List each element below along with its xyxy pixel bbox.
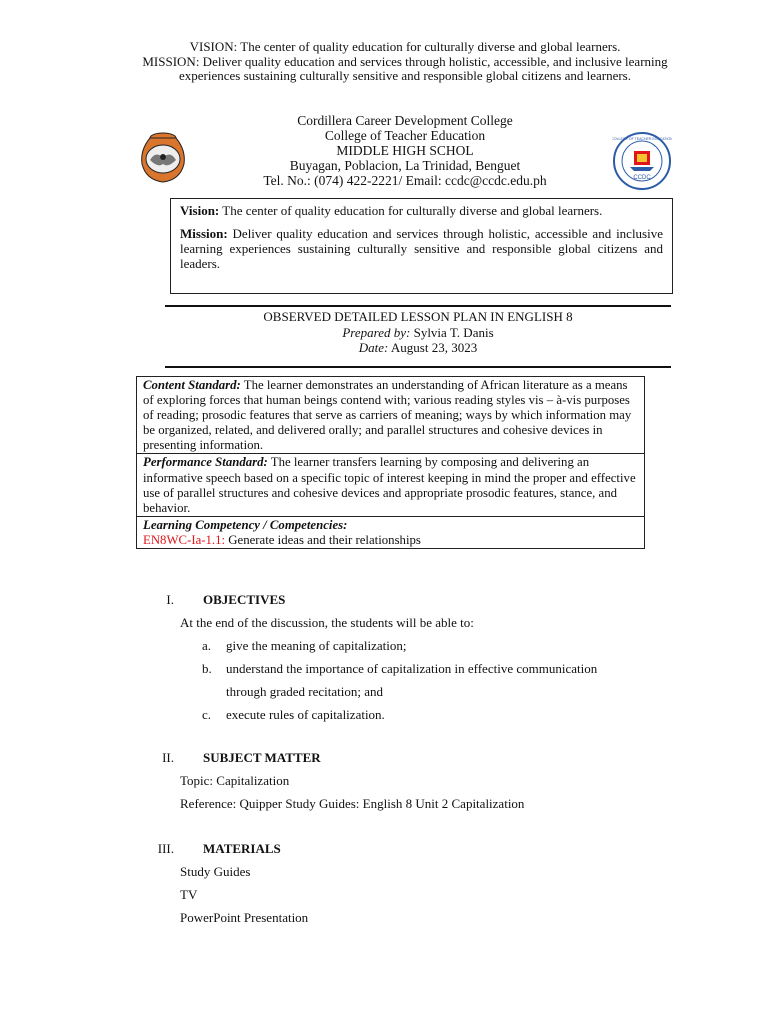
material-item: TV [180,887,198,902]
content-standard-text: The learner demonstrates an understanding of African literature as a means of exploring forces that human beings contend with; various reading styles vis – à-vis purposes of reading; prosodic features that serve as carriers of meaning; ways by which information may be organized, related, and delivered orally; and parallel structures and cohesive devices in presenting information. [143,378,632,453]
college-department: College of Teacher Education [324,128,486,143]
divider-bottom [165,366,671,368]
objectives-title: OBJECTIVES [203,592,286,607]
subject-matter-title: SUBJECT MATTER [203,750,321,765]
materials-heading [138,837,308,860]
objective-text: execute rules of capitalization. [226,707,385,722]
right-logo-top-text: COLLEGE OF TEACHER EDUCATION [612,137,672,141]
objective-item [138,680,597,703]
objectives-num: I. [166,592,174,607]
competency-text: Generate ideas and their relationships [225,532,421,547]
box-mission-label: Mission: [180,226,228,241]
box-mission-text: Deliver quality education and services through holistic, accessible and inclusive learning experiences sustaining culturally sensitive and responsible global citizens and leaders. [180,226,663,271]
section-subject-matter [138,746,524,815]
school-contact: Tel. No.: (074) 422-2221/ Email: ccdc@ccdc.edu.ph [263,173,547,188]
school-name: MIDDLE HIGH SCHOL [336,143,474,158]
standards-table [136,376,645,549]
objective-text: through graded recitation; and [226,684,384,699]
prepared-by-value: Sylvia T. Danis [410,324,494,340]
lesson-plan-title: OBSERVED DETAILED LESSON PLAN IN ENGLISH 8 [263,309,573,324]
box-vision [180,203,663,218]
objective-item [138,634,597,657]
performance-standard-text: The learner transfers learning by composing and delivering an informative speech based on a specific topic of interest keeping in mind the proper and effective use of parallel structures and cohesive devices and appropriate prosodic features, stance, and behavior. [143,455,636,515]
college-seal-icon [612,131,672,191]
material-item: Study Guides [180,864,251,879]
box-vision-label: Vision: [180,203,220,218]
materials-num: III. [157,841,174,856]
competency-code: EN8WC-Ia-1.1: [143,532,226,547]
objective-text: understand the importance of capitalization in effective communication [226,661,598,676]
plan-date-label: Date: [358,340,389,355]
pot-logo-icon [134,128,192,186]
objective-letter: c. [202,707,212,722]
learning-competency-row [143,533,638,548]
header-vision-line: VISION: The center of quality education for culturally diverse and global learners. [189,39,621,54]
vision-mission-box [170,198,673,294]
performance-standard-label: Performance Standard: [143,455,268,470]
right-logo-bottom-text: CCDC [633,175,651,181]
plan-date [165,340,671,356]
material-item: PowerPoint Presentation [180,910,309,925]
box-mission [180,226,663,271]
content-standard-cell [137,377,644,454]
objective-text: give the meaning of capitalization; [226,638,407,653]
header-vision-mission [140,40,670,84]
objective-item [138,657,597,680]
right-college-logo [612,131,670,189]
header-mission-line: MISSION: Deliver quality education and services through holistic, accessible, and inclusive learning experiences sustaining culturally sensitive and responsible global citizens and learners. [142,53,668,84]
school-address: Buyagan, Poblacion, La Trinidad, Benguet [289,158,521,173]
learning-competency-cell [137,517,644,548]
box-vision-text: The center of quality education for culturally diverse and global learners. [219,203,603,218]
college-name: Cordillera Career Development College [297,113,513,128]
subject-matter-heading [138,746,524,769]
left-school-logo [134,128,192,186]
objectives-heading [138,588,597,611]
plan-date-value: August 23, 3023 [388,340,478,355]
materials-title: MATERIALS [203,841,281,856]
prepared-by [165,325,671,341]
section-objectives [138,588,597,726]
objectives-intro: At the end of the discussion, the students will be able to: [180,615,474,630]
school-details [190,113,620,188]
subject-topic: Topic: Capitalization [180,773,290,788]
objective-item [138,703,597,726]
performance-standard-cell [137,454,644,516]
subject-reference: Reference: Quipper Study Guides: English 8 Unit 2 Capitalization [180,796,525,811]
objective-letter: a. [202,638,212,653]
lesson-plan-header [165,309,671,356]
learning-competency-label: Learning Competency / Competencies: [143,517,348,532]
section-materials [138,837,308,929]
objective-letter: b. [202,661,212,676]
prepared-by-label: Prepared by: [342,324,411,340]
subject-matter-num: II. [162,750,174,765]
divider-top [165,305,671,307]
content-standard-label: Content Standard: [143,378,241,392]
